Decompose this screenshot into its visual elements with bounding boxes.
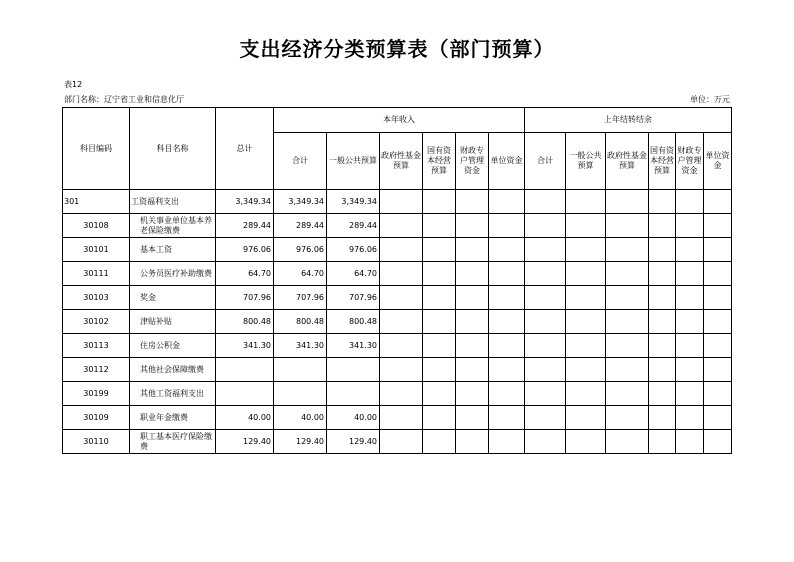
row-cur-total: 800.48 [274,310,327,334]
unit-label: 单位：万元 [690,95,730,104]
row-cur-total: 289.44 [274,214,327,238]
header-row-1 [63,108,732,133]
row-code: 30103 [63,286,130,310]
row-total: 800.48 [216,310,274,334]
table-row [63,358,732,382]
row-total: 64.70 [216,262,274,286]
row-total: 707.96 [216,286,274,310]
table-row [63,214,732,238]
row-cur-general: 707.96 [327,286,380,310]
row-cur-general: 40.00 [327,406,380,430]
table-row [63,382,732,406]
row-cur-general: 341.30 [327,334,380,358]
row-cur-total: 40.00 [274,406,327,430]
header-prev-fund: 政府性基金预算 [606,133,649,190]
row-name: 职业年金缴费 [130,406,216,430]
row-cur-total [274,358,327,382]
row-name: 基本工资 [130,238,216,262]
row-cur-general [327,358,380,382]
header-prev-general: 一般公共预算 [566,133,606,190]
header-prev-state-capital: 国有资本经营预算 [649,133,676,190]
table-row [63,286,732,310]
page-title: 支出经济分类预算表（部门预算） [239,37,555,61]
row-name: 其他社会保障缴费 [130,358,216,382]
row-code: 30101 [63,238,130,262]
table-row [63,430,732,454]
row-code: 30111 [63,262,130,286]
table-row [63,238,732,262]
header-total: 总计 [216,108,274,190]
header-prev-total: 合计 [525,133,566,190]
row-cur-total: 3,349.34 [274,190,327,214]
row-name: 奖金 [130,286,216,310]
row-total: 3,349.34 [216,190,274,214]
budget-table [62,107,732,454]
row-name: 工资福利支出 [130,190,216,214]
header-cur-state-capital: 国有资本经营预算 [423,133,456,190]
header-prev-year: 上年结转结余 [525,108,732,133]
table-row [63,406,732,430]
department-name: 部门名称：辽宁省工业和信息化厅 [64,95,184,104]
row-name: 公务员医疗补助缴费 [130,262,216,286]
row-total [216,382,274,406]
row-cur-general: 800.48 [327,310,380,334]
row-total: 40.00 [216,406,274,430]
row-total: 289.44 [216,214,274,238]
header-current-year: 本年收入 [274,108,525,133]
header-prev-unit-funds: 单位资金 [704,133,732,190]
header-cur-fund: 政府性基金预算 [380,133,423,190]
header-name: 科目名称 [130,108,216,190]
row-code: 30199 [63,382,130,406]
row-name: 住房公积金 [130,334,216,358]
row-code: 30110 [63,430,130,454]
row-cur-total [274,382,327,406]
table-number: 表12 [64,80,83,89]
row-cur-general [327,382,380,406]
row-cur-total: 707.96 [274,286,327,310]
row-cur-total: 129.40 [274,430,327,454]
row-cur-general: 64.70 [327,262,380,286]
header-code: 科目编码 [63,108,130,190]
row-total [216,358,274,382]
row-name: 津贴补贴 [130,310,216,334]
header-cur-unit-funds: 单位资金 [489,133,525,190]
table-row [63,262,732,286]
row-name: 其他工资福利支出 [130,382,216,406]
header-cur-total: 合计 [274,133,327,190]
row-total: 129.40 [216,430,274,454]
row-total: 341.30 [216,334,274,358]
row-cur-total: 341.30 [274,334,327,358]
table-row [63,334,732,358]
row-cur-general: 289.44 [327,214,380,238]
header-cur-special-account: 财政专户管理资金 [456,133,489,190]
row-cur-general: 129.40 [327,430,380,454]
row-code: 30108 [63,214,130,238]
row-code: 30109 [63,406,130,430]
row-cur-total: 976.06 [274,238,327,262]
table-row [63,190,732,214]
row-code: 30102 [63,310,130,334]
row-name: 职工基本医疗保险缴费 [130,430,216,454]
row-cur-general: 3,349.34 [327,190,380,214]
row-code: 30113 [63,334,130,358]
row-code: 301 [63,190,130,214]
row-cur-total: 64.70 [274,262,327,286]
header-cur-general: 一般公共预算 [327,133,380,190]
row-total: 976.06 [216,238,274,262]
header-prev-special-account: 财政专户管理资金 [676,133,704,190]
row-code: 30112 [63,358,130,382]
table-row [63,310,732,334]
row-cur-general: 976.06 [327,238,380,262]
row-name: 机关事业单位基本养老保险缴费 [130,214,216,238]
